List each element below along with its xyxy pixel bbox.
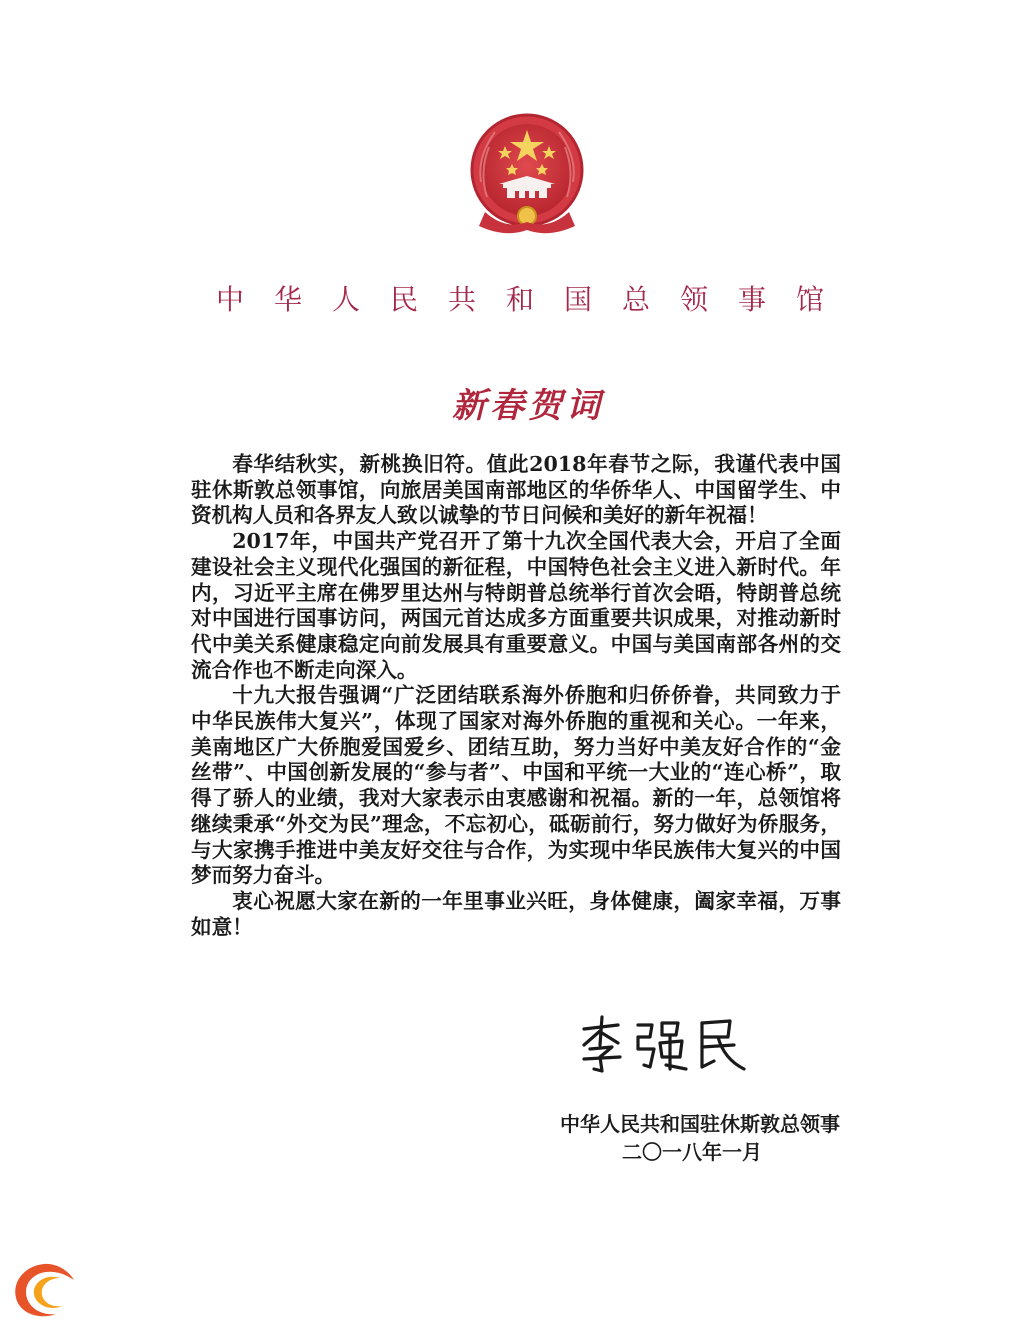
swoosh-logo-icon — [10, 1260, 78, 1320]
header-char: 和 — [505, 283, 534, 316]
letter-title: 新春贺词 — [452, 386, 604, 426]
paragraph: 衷心祝愿大家在新的一年里事业兴旺，身体健康，阖家幸福，万事如意！ — [191, 888, 841, 939]
header-char: 国 — [563, 283, 592, 316]
header-char: 中 — [215, 283, 244, 316]
header-char: 民 — [389, 283, 418, 316]
consulate-header — [210, 278, 830, 318]
sign-off-date: 二〇一八年一月 — [622, 1140, 762, 1164]
paragraph: 2017年，中国共产党召开了第十九次全国代表大会，开启了全面建设社会主义现代化强国的新征程，中国特色社会主义进入新时代。年内，习近平主席在佛罗里达州与特朗普总统举行首次会晤，特朗普总统对中国进行国事访问，两国元首达成多方面重要共识成果，对推动新时代中美关系健康稳定向前发展具有重要意义。中国与美国南部各州的交流合作也不断走向深入。 — [191, 529, 841, 682]
header-char: 领 — [679, 283, 708, 316]
header-char: 事 — [737, 283, 766, 316]
letter-body — [191, 452, 841, 940]
header-char: 华 — [273, 283, 302, 316]
sign-off-organization: 中华人民共和国驻休斯敦总领事 — [560, 1112, 840, 1136]
paragraph: 春华结秋实，新桃换旧符。值此2018年春节之际，我谨代表中国驻休斯敦总领事馆，向旅居美国南部地区的华侨华人、中国留学生、中资机构人员和各界友人致以诚挚的节日问候和美好的新年祝福！ — [191, 452, 841, 528]
header-char: 人 — [331, 283, 360, 316]
handwritten-signature-icon — [578, 1015, 748, 1075]
national-emblem-icon — [467, 112, 587, 238]
sign-off-block — [460, 1110, 840, 1166]
header-char: 馆 — [795, 283, 824, 316]
header-char: 总 — [621, 283, 650, 316]
paragraph: 十九大报告强调“广泛团结联系海外侨胞和归侨侨眷，共同致力于中华民族伟大复兴”，体现了国家对海外侨胞的重视和关心。一年来，美南地区广大侨胞爱国爱乡、团结互助，努力当好中美友好合作的“金丝带”、中国创新发展的“参与者”、中国和平统一大业的“连心桥”，取得了骄人的业绩，我对大家表示由衷感谢和祝福。新的一年，总领馆将继续秉承“外交为民”理念，不忘初心，砥砺前行，努力做好为侨服务，与大家携手推进中美友好交往与合作，为实现中华民族伟大复兴的中国梦而努力奋斗。 — [191, 683, 841, 888]
header-char: 共 — [447, 283, 476, 316]
